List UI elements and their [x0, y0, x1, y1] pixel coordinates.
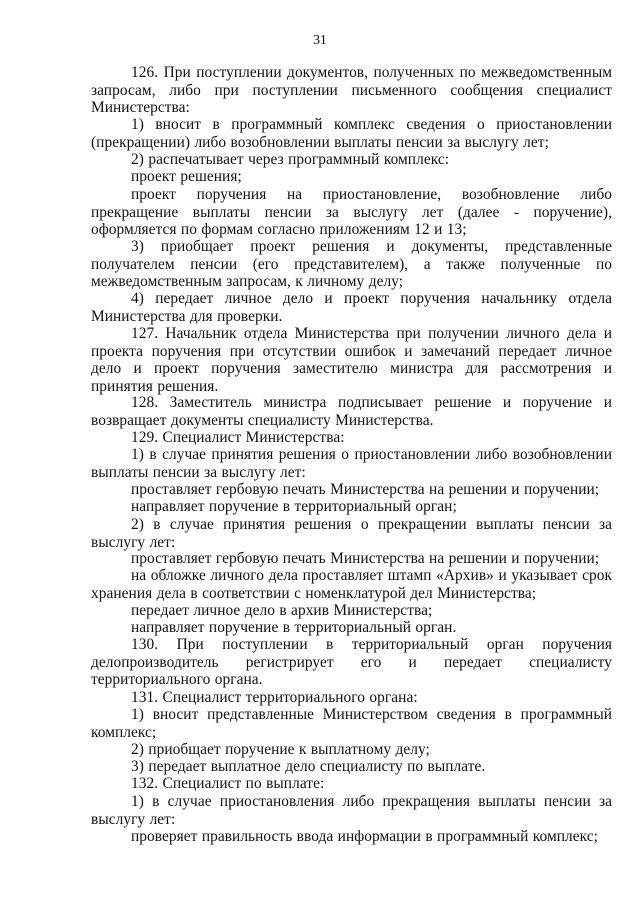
paragraph-132-1a: проверяет правильность ввода информации в программный комплекс;: [131, 828, 598, 845]
paragraph-131-1: 1) вносит представленные Министерством сведения в программный комплекс;: [91, 706, 612, 741]
paragraph-126-3: 3) приобщает проект решения и документы, представленные получателем пенсии (его представителем), а также полученные по межведомственным запросам, к личному делу;: [91, 238, 612, 290]
paragraph-129-2b: на обложке личного дела проставляет штамп «Архив» и указывает срок хранения дела в соответствии с номенклатурой дел Министерства;: [91, 567, 612, 602]
paragraph-132-1: 1) в случае приостановления либо прекращения выплаты пенсии за выслугу лет:: [91, 793, 612, 828]
paragraph-128: 128. Заместитель министра подписывает решение и поручение и возвращает документы специалисту Министерства.: [91, 394, 612, 429]
page-number: 31: [313, 32, 327, 47]
paragraph-130: 130. При поступлении в территориальный орган поручения делопроизводитель регистрирует его и передает специалисту территориального органа.: [91, 636, 612, 688]
paragraph-129-1b: направляет поручение в территориальный орган;: [131, 498, 457, 515]
paragraph-126-4: 4) передает личное дело и проект поручения начальнику отдела Министерства для проверки.: [91, 290, 612, 325]
paragraph-129: 129. Специалист Министерства:: [131, 429, 345, 446]
paragraph-129-2: 2) в случае принятия решения о прекращении выплаты пенсии за выслугу лет:: [91, 516, 612, 551]
paragraph-131-3: 3) передает выплатное дело специалисту по выплате.: [131, 758, 486, 775]
paragraph-126-2: 2) распечатывает через программный комплекс:: [131, 151, 450, 168]
paragraph-129-1: 1) в случае принятия решения о приостановлении либо возобновлении выплаты пенсии за выслугу лет:: [91, 446, 612, 481]
paragraph-129-2d: направляет поручение в территориальный орган.: [131, 619, 457, 636]
paragraph-129-2c: передает личное дело в архив Министерства;: [131, 602, 433, 619]
paragraph-131-2: 2) приобщает поручение к выплатному делу;: [131, 741, 430, 758]
paragraph-126-2b: проект поручения на приостановление, возобновление либо прекращение выплаты пенсии за выслугу лет (далее - поручение), оформляется по формам согласно приложениям 12 и 13;: [91, 186, 612, 238]
paragraph-126-2a: проект решения;: [131, 168, 242, 185]
paragraph-132: 132. Специалист по выплате:: [131, 775, 325, 792]
paragraph-129-2a: проставляет гербовую печать Министерства на решении и поручении;: [131, 550, 600, 567]
paragraph-126: 126. При поступлении документов, полученных по межведомственным запросам, либо при поступлении письменного сообщения специалист Министерства:: [91, 64, 612, 116]
paragraph-127: 127. Начальник отдела Министерства при получении личного дела и проекта поручения при отсутствии ошибок и замечаний передает личное дело и проект поручения заместителю министра для рассмотрения и принятия решения.: [91, 325, 612, 395]
paragraph-129-1a: проставляет гербовую печать Министерства на решении и поручении;: [131, 481, 600, 498]
paragraph-126-1: 1) вносит в программный комплекс сведения о приостановлении (прекращении) либо возобновлении выплаты пенсии за выслугу лет;: [91, 116, 612, 151]
paragraph-131: 131. Специалист территориального органа:: [131, 689, 418, 706]
